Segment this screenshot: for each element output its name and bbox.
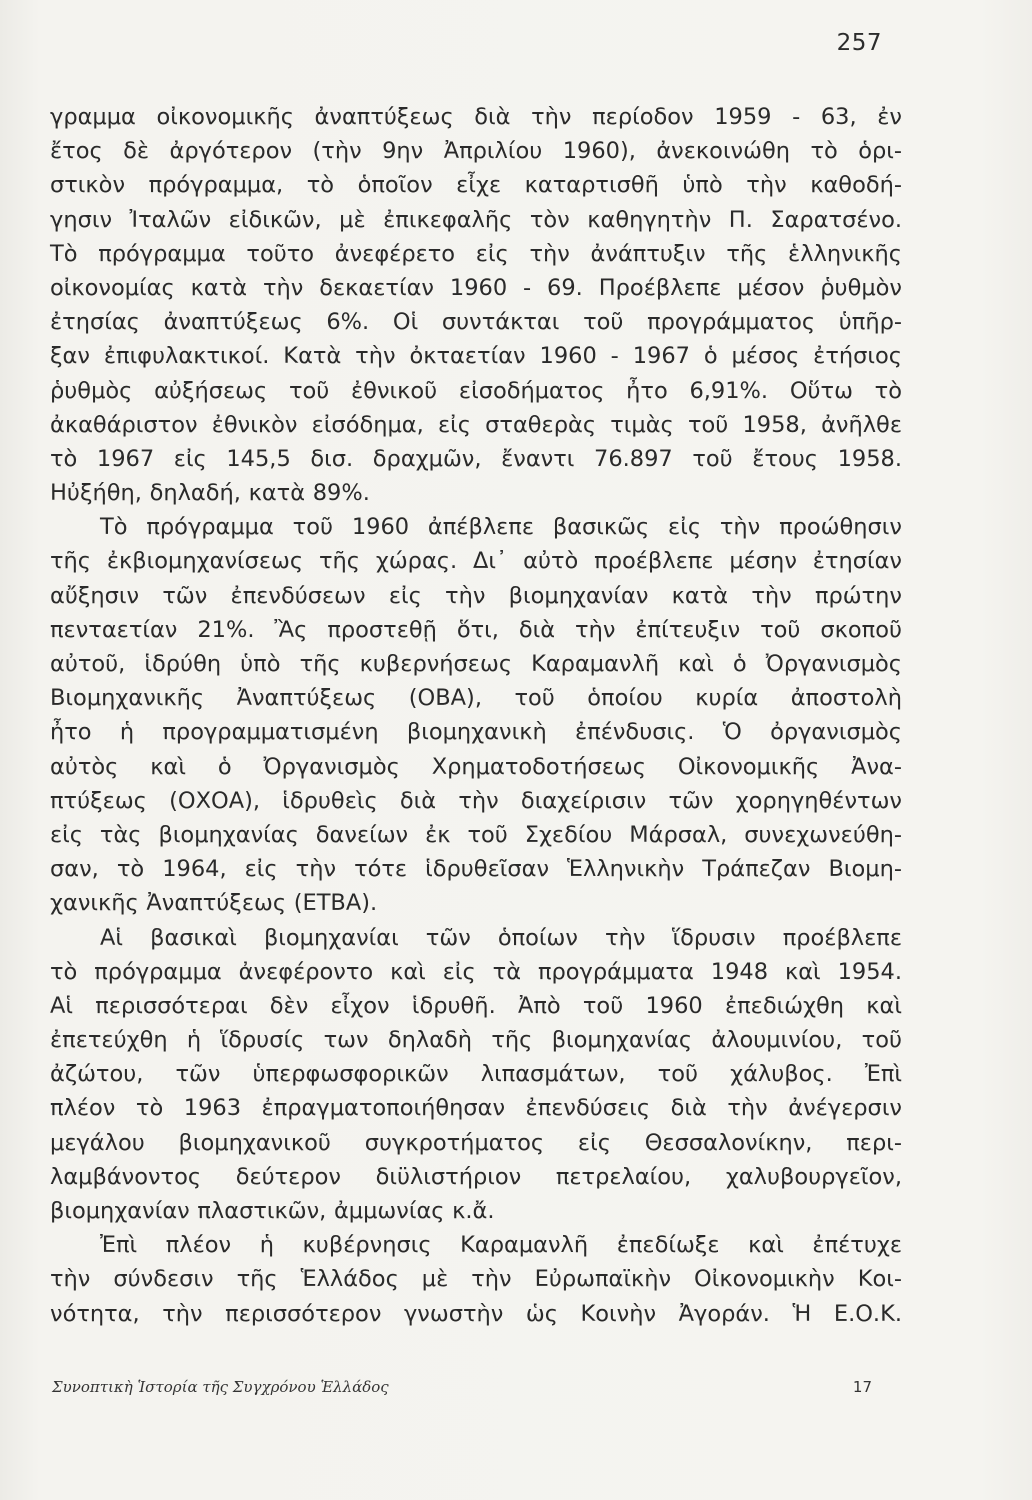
text-line: τῆς ἐκβιομηχανίσεως τῆς χώρας. Δι᾽ αὐτὸ προέβλεπε μέσην ἐτησίαν — [50, 548, 902, 575]
paragraph — [50, 510, 902, 920]
text-line: ἐτησίας ἀναπτύξεως 6%. Οἱ συντάκται τοῦ προγράμματος ὑπῆρ- — [50, 309, 902, 336]
page-number: 257 — [836, 30, 882, 56]
text-line: αὔξησιν τῶν ἐπενδύσεων εἰς τὴν βιομηχανίαν κατὰ τὴν πρώτην — [50, 582, 902, 609]
text-line: αὐτὸς καὶ ὁ Ὀργανισμὸς Χρηματοδοτήσεως Οἰκονομικῆς Ἀνα- — [50, 753, 902, 780]
text-line: Αἱ βασικαὶ βιομηχανίαι τῶν ὁποίων τὴν ἵδρυσιν προέβλεπε — [100, 924, 902, 951]
text-line: στικὸν πρόγραμμα, τὸ ὁποῖον εἶχε καταρτισθῆ ὑπὸ τὴν καθοδή- — [50, 172, 902, 199]
text-line: οἰκονομίας κατὰ τὴν δεκαετίαν 1960 - 69. Προέβλεπε μέσον ῥυθμὸν — [50, 274, 902, 301]
text-line: πλέον τὸ 1963 ἐπραγματοποιήθησαν ἐπενδύσεις διὰ τὴν ἀνέγερσιν — [50, 1095, 902, 1122]
text-line: τὴν σύνδεσιν τῆς Ἑλλάδος μὲ τὴν Εὐρωπαϊκὴν Οἰκονομικὴν Κοι- — [50, 1266, 902, 1293]
text-line: μεγάλου βιομηχανικοῦ συγκροτήματος εἰς Θεσσαλονίκην, περι- — [50, 1129, 902, 1156]
text-line: αὐτοῦ, ἱδρύθη ὑπὸ τῆς κυβερνήσεως Καραμανλῆ καὶ ὁ Ὀργανισμὸς — [50, 651, 902, 677]
text-line: Ἐπὶ πλέον ἡ κυβέρνησις Καραμανλῆ ἐπεδίωξε καὶ ἐπέτυχε — [100, 1232, 902, 1259]
text-line: χανικῆς Ἀναπτύξεως (ΕΤΒΑ). — [50, 890, 378, 917]
text-line: Βιομηχανικῆς Ἀναπτύξεως (ΟΒΑ), τοῦ ὁποίου κυρία ἀποστολὴ — [50, 685, 902, 712]
text-line: Τὸ πρόγραμμα τοῦ 1960 ἀπέβλεπε βασικῶς εἰς τὴν προώθησιν — [100, 514, 902, 541]
text-line: ἦτο ἡ προγραμματισμένη βιομηχανικὴ ἐπένδυσις. Ὁ ὀργανισμὸς — [50, 719, 902, 746]
paragraph — [50, 100, 902, 510]
paragraph — [50, 921, 902, 1229]
text-line: Αἱ περισσότεραι δὲν εἶχον ἱδρυθῆ. Ἀπὸ τοῦ 1960 ἐπεδιώχθη καὶ — [50, 992, 902, 1019]
text-line: σαν, τὸ 1964, εἰς τὴν τότε ἱδρυθεῖσαν Ἑλληνικὴν Τράπεζαν Βιομη- — [50, 856, 902, 883]
text-line: γησιν Ἰταλῶν εἰδικῶν, μὲ ἐπικεφαλῆς τὸν καθηγητὴν Π. Σαρατσένο. — [50, 206, 902, 233]
signature-mark: 17 — [852, 1378, 872, 1396]
text-line: τὸ πρόγραμμα ἀνεφέροντο καὶ εἰς τὰ προγράμματα 1948 καὶ 1954. — [50, 958, 902, 985]
text-line: ἔτος δὲ ἀργότερον (τὴν 9ην Ἀπριλίου 1960), ἀνεκοινώθη τὸ ὁρι- — [50, 138, 902, 165]
text-line: πενταετίαν 21%. Ἂς προστεθῇ ὅτι, διὰ τὴν ἐπίτευξιν τοῦ σκοποῦ — [50, 616, 902, 643]
text-line: ἀζώτου, τῶν ὑπερφωσφορικῶν λιπασμάτων, τοῦ χάλυβος. Ἐπὶ — [50, 1061, 902, 1088]
text-line: ῥυθμὸς αὐξήσεως τοῦ ἐθνικοῦ εἰσοδήματος ἦτο 6,91%. Οὕτω τὸ — [50, 377, 902, 404]
text-line: ἀκαθάριστον ἐθνικὸν εἰσόδημα, εἰς σταθερὰς τιμὰς τοῦ 1958, ἀνῆλθε — [50, 411, 902, 438]
text-line: Τὸ πρόγραμμα τοῦτο ἀνεφέρετο εἰς τὴν ἀνάπτυξιν τῆς ἑλληνικῆς — [50, 240, 902, 267]
page-footer — [52, 1378, 872, 1408]
text-line: τὸ 1967 εἰς 145,5 δισ. δραχμῶν, ἔναντι 76.897 τοῦ ἔτους 1958. — [50, 445, 902, 472]
body-text — [50, 100, 902, 1331]
footer-book-title: Συνοπτικὴ Ἱστορία τῆς Συγχρόνου Ἑλλάδος — [52, 1378, 389, 1396]
text-line: γραμμα οἰκονομικῆς ἀναπτύξεως διὰ τὴν περίοδον 1959 - 63, ἐν — [50, 104, 902, 130]
text-line: Ηὐξήθη, δηλαδή, κατὰ 89%. — [50, 480, 370, 507]
text-line: λαμβάνοντος δεύτερον διϋλιστήριον πετρελαίου, χαλυβουργεῖον, — [50, 1163, 902, 1190]
text-line: νότητα, τὴν περισσότερον γνωστὴν ὡς Κοινὴν Ἀγοράν. Ἡ Ε.Ο.Κ. — [50, 1300, 902, 1327]
text-line: ἐπετεύχθη ἡ ἵδρυσίς των δηλαδὴ τῆς βιομηχανίας ἀλουμινίου, τοῦ — [50, 1027, 902, 1054]
paragraph — [50, 1228, 902, 1331]
text-line: βιομηχανίαν πλαστικῶν, ἀμμωνίας κ.ἄ. — [50, 1198, 495, 1224]
text-line: ξαν ἐπιφυλακτικοί. Κατὰ τὴν ὀκταετίαν 1960 - 1967 ὁ μέσος ἐτήσιος — [50, 343, 902, 370]
text-line: εἰς τὰς βιομηχανίας δανείων ἐκ τοῦ Σχεδίου Μάρσαλ, συνεχωνεύθη- — [50, 821, 902, 848]
text-line: πτύξεως (ΟΧΟΑ), ἱδρυθεὶς διὰ τὴν διαχείρισιν τῶν χορηγηθέντων — [50, 787, 902, 814]
